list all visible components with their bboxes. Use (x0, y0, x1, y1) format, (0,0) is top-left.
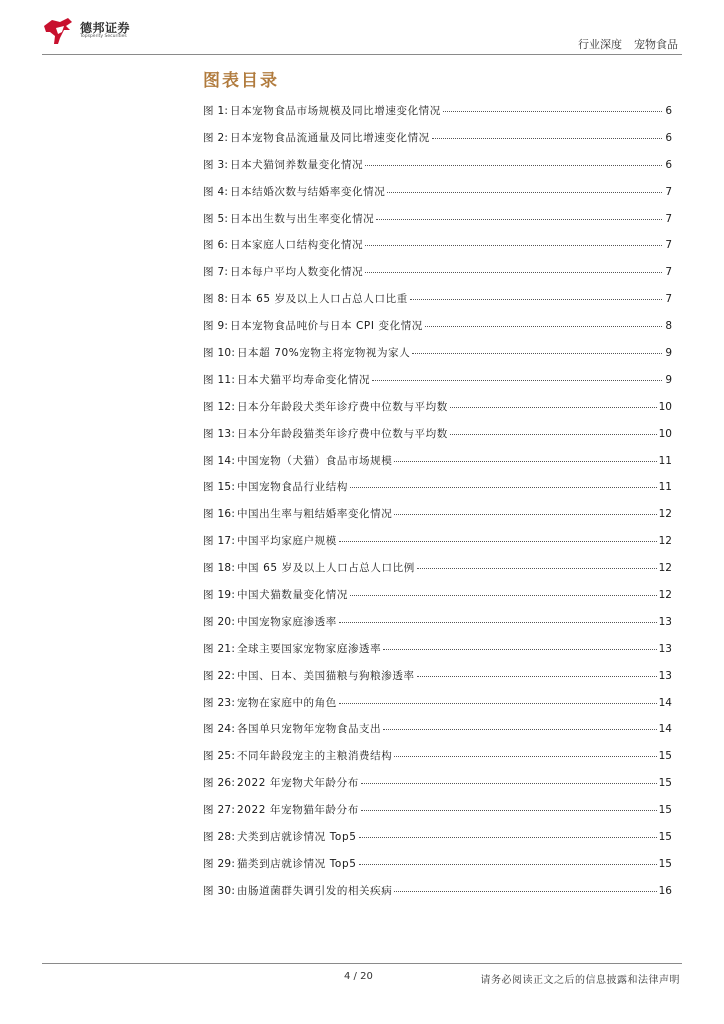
figure-page-number: 13 (658, 669, 672, 682)
label-separator: : (224, 131, 228, 144)
label-separator: : (231, 696, 235, 709)
figure-title: 各国单只宠物年宠物食品支出 (236, 723, 382, 736)
label-separator: : (231, 750, 235, 763)
figure-page-number: 6 (665, 131, 672, 144)
figure-list-item[interactable] (203, 291, 672, 318)
figure-title: 日本分年龄段犬类年诊疗费中位数与平均数 (236, 400, 448, 413)
page-number: 4 / 20 (344, 971, 373, 982)
figure-number: 图 10 (203, 347, 232, 360)
dot-leader (394, 461, 656, 462)
label-separator: : (231, 562, 235, 575)
figure-number: 图 19 (203, 589, 232, 602)
dot-leader (394, 756, 656, 757)
figure-number: 图 4 (203, 185, 225, 198)
label-separator: : (224, 185, 228, 198)
figure-page-number: 13 (658, 642, 672, 655)
figure-title: 日本超 70%宠物主将宠物视为家人 (236, 347, 411, 360)
figure-number: 图 9 (203, 320, 225, 333)
figure-list-item[interactable] (203, 748, 672, 775)
label-separator: : (231, 615, 235, 628)
dot-leader (450, 434, 657, 435)
figure-title: 日本宠物食品市场规模及同比增速变化情况 (229, 105, 441, 117)
bull-logo-icon (42, 16, 76, 46)
figure-title: 中国宠物家庭渗透率 (236, 615, 337, 628)
legal-disclaimer: 请务必阅读正文之后的信息披露和法律声明 (480, 975, 680, 986)
figure-list-item[interactable] (203, 157, 672, 184)
figure-number: 图 27 (203, 804, 232, 817)
figure-page-number: 10 (658, 427, 672, 440)
figure-number: 图 18 (203, 562, 232, 575)
figure-list-item[interactable] (203, 237, 672, 264)
figure-number: 图 12 (203, 400, 232, 413)
brand-name: 德邦证券 (80, 21, 131, 35)
figure-title: 日本家庭人口结构变化情况 (229, 239, 364, 252)
figure-title: 日本 65 岁及以上人口占总人口比重 (229, 293, 408, 306)
dot-leader (365, 245, 662, 246)
figure-number: 图 3 (203, 158, 225, 171)
label-separator: : (224, 212, 228, 225)
dot-leader (394, 891, 656, 892)
figure-number: 图 13 (203, 427, 232, 440)
figure-title: 全球主要国家宠物家庭渗透率 (236, 642, 382, 655)
figure-list-item[interactable] (203, 211, 672, 238)
figure-title: 犬类到店就诊情况 Top5 (236, 831, 357, 844)
figure-number: 图 20 (203, 615, 232, 628)
figure-title: 日本宠物食品吨价与日本 CPI 变化情况 (229, 320, 423, 333)
figure-title: 由肠道菌群失调引发的相关疾病 (236, 884, 393, 897)
header-divider (42, 54, 682, 55)
label-separator: : (231, 454, 235, 467)
footer-divider (42, 963, 682, 964)
label-separator: : (231, 347, 235, 360)
figure-list-item[interactable] (203, 614, 672, 641)
figure-page-number: 13 (658, 615, 672, 628)
label-separator: : (231, 481, 235, 494)
dot-leader (417, 568, 657, 569)
label-separator: : (231, 777, 235, 790)
brand-subtitle: Topsperity Securities (80, 34, 127, 39)
figure-number: 图 30 (203, 884, 232, 897)
report-type: 行业深度 (578, 38, 622, 51)
label-separator: : (231, 831, 235, 844)
label-separator: : (224, 320, 228, 333)
figure-list-item[interactable] (203, 641, 672, 668)
figure-number: 图 6 (203, 239, 225, 252)
dot-leader (450, 407, 657, 408)
figure-page-number: 15 (658, 831, 672, 844)
figure-number: 图 16 (203, 508, 232, 521)
figure-number: 图 26 (203, 777, 232, 790)
figure-page-number: 15 (658, 750, 672, 763)
figure-page-number: 9 (665, 373, 672, 386)
dot-leader (339, 703, 657, 704)
label-separator: : (224, 239, 228, 252)
label-separator: : (231, 642, 235, 655)
figure-page-number: 6 (665, 158, 672, 171)
dot-leader (410, 299, 662, 300)
figure-list-item[interactable] (203, 587, 672, 614)
figure-page-number: 11 (658, 481, 672, 494)
figure-number: 图 22 (203, 669, 232, 682)
figure-title: 日本分年龄段猫类年诊疗费中位数与平均数 (236, 427, 448, 440)
figure-title: 宠物在家庭中的角色 (236, 696, 337, 709)
label-separator: : (231, 535, 235, 548)
figure-page-number: 12 (658, 562, 672, 575)
dot-leader (361, 810, 657, 811)
figure-title: 中国宠物食品行业结构 (236, 481, 348, 494)
figure-page-number: 14 (658, 696, 672, 709)
dot-leader (394, 514, 656, 515)
figure-title: 中国 65 岁及以上人口占总人口比例 (236, 562, 415, 575)
figure-number: 图 5 (203, 212, 225, 225)
label-separator: : (224, 105, 228, 117)
figure-list (203, 103, 672, 910)
figure-list-item[interactable] (203, 695, 672, 722)
toc-title: 图表目录 (203, 71, 279, 91)
figure-list-item[interactable] (203, 479, 672, 506)
figure-number: 图 15 (203, 481, 232, 494)
dot-leader (443, 111, 662, 112)
figure-list-item[interactable] (203, 372, 672, 399)
label-separator: : (224, 266, 228, 279)
figure-page-number: 6 (665, 105, 672, 117)
label-separator: : (231, 884, 235, 897)
figure-number: 图 14 (203, 454, 232, 467)
figure-list-item[interactable] (203, 506, 672, 533)
figure-page-number: 7 (665, 239, 672, 252)
figure-number: 图 25 (203, 750, 232, 763)
figure-page-number: 16 (658, 884, 672, 897)
figure-title: 日本犬猫饲养数量变化情况 (229, 158, 364, 171)
label-separator: : (231, 400, 235, 413)
figure-page-number: 14 (658, 723, 672, 736)
figure-page-number: 12 (658, 508, 672, 521)
figure-number: 图 11 (203, 373, 232, 386)
figure-page-number: 12 (658, 589, 672, 602)
figure-number: 图 8 (203, 293, 225, 306)
figure-number: 图 1 (203, 105, 225, 117)
page-header (0, 0, 724, 60)
figure-number: 图 7 (203, 266, 225, 279)
figure-list-item[interactable] (203, 426, 672, 453)
dot-leader (350, 487, 657, 488)
figure-page-number: 8 (665, 320, 672, 333)
dot-leader (365, 165, 662, 166)
label-separator: : (231, 723, 235, 736)
figure-list-item[interactable] (203, 560, 672, 587)
figure-list-item[interactable] (203, 184, 672, 211)
figure-title: 中国平均家庭户规模 (236, 535, 337, 548)
figure-page-number: 15 (658, 804, 672, 817)
figure-list-item[interactable] (203, 399, 672, 426)
figure-number: 图 2 (203, 131, 225, 144)
figure-title: 中国犬猫数量变化情况 (236, 589, 348, 602)
dot-leader (383, 729, 656, 730)
figure-title: 中国出生率与粗结婚率变化情况 (236, 508, 393, 521)
figure-list-item[interactable] (203, 103, 672, 130)
dot-leader (376, 219, 662, 220)
figure-number: 图 29 (203, 857, 232, 870)
dot-leader (425, 326, 662, 327)
dot-leader (412, 353, 662, 354)
company-logo (42, 16, 138, 46)
label-separator: : (231, 857, 235, 870)
figure-list-item[interactable] (203, 264, 672, 291)
figure-page-number: 7 (665, 266, 672, 279)
dot-leader (383, 649, 656, 650)
figure-title: 日本每户平均人数变化情况 (229, 266, 364, 279)
figure-number: 图 21 (203, 642, 232, 655)
dot-leader (339, 622, 657, 623)
label-separator: : (231, 804, 235, 817)
dot-leader (350, 595, 657, 596)
label-separator: : (231, 589, 235, 602)
label-separator: : (224, 158, 228, 171)
figure-title: 2022 年宠物猫年龄分布 (236, 804, 359, 817)
figure-number: 图 17 (203, 535, 232, 548)
figure-list-item[interactable] (203, 721, 672, 748)
figure-title: 2022 年宠物犬年龄分布 (236, 777, 359, 790)
figure-page-number: 11 (658, 454, 672, 467)
figure-list-item[interactable] (203, 856, 672, 883)
figure-page-number: 15 (658, 777, 672, 790)
label-separator: : (231, 669, 235, 682)
dot-leader (432, 138, 662, 139)
figure-list-item[interactable] (203, 318, 672, 345)
dot-leader (387, 192, 662, 193)
figure-page-number: 7 (665, 293, 672, 306)
figure-list-item[interactable] (203, 668, 672, 695)
report-category (578, 36, 678, 52)
figure-list-item[interactable] (203, 802, 672, 829)
figure-number: 图 23 (203, 696, 232, 709)
figure-title: 日本宠物食品流通量及同比增速变化情况 (229, 131, 430, 144)
figure-title: 日本出生数与出生率变化情况 (229, 212, 375, 225)
label-separator: : (231, 427, 235, 440)
figure-list-item[interactable] (203, 829, 672, 856)
dot-leader (339, 541, 657, 542)
figure-page-number: 7 (665, 212, 672, 225)
figure-list-item[interactable] (203, 883, 672, 910)
figure-page-number: 15 (658, 857, 672, 870)
figure-title: 中国、日本、美国猫粮与狗粮渗透率 (236, 669, 415, 682)
dot-leader (359, 864, 657, 865)
figure-page-number: 10 (658, 400, 672, 413)
figure-list-item[interactable] (203, 533, 672, 560)
figure-list-item[interactable] (203, 345, 672, 372)
figure-page-number: 7 (665, 185, 672, 198)
figure-list-item[interactable] (203, 775, 672, 802)
dot-leader (361, 783, 657, 784)
figure-title: 日本犬猫平均寿命变化情况 (236, 373, 371, 386)
figure-title: 猫类到店就诊情况 Top5 (236, 857, 357, 870)
label-separator: : (231, 508, 235, 521)
figure-page-number: 9 (665, 347, 672, 360)
dot-leader (359, 837, 657, 838)
label-separator: : (224, 293, 228, 306)
dot-leader (417, 676, 657, 677)
industry-name: 宠物食品 (634, 38, 678, 51)
dot-leader (372, 380, 662, 381)
figure-title: 日本结婚次数与结婚率变化情况 (229, 185, 386, 198)
figure-page-number: 12 (658, 535, 672, 548)
label-separator: : (231, 373, 235, 386)
figure-title: 不同年龄段宠主的主粮消费结构 (236, 750, 393, 763)
figure-title: 中国宠物（犬猫）食品市场规模 (236, 454, 393, 467)
figure-list-item[interactable] (203, 453, 672, 480)
figure-number: 图 28 (203, 831, 232, 844)
figure-number: 图 24 (203, 723, 232, 736)
figure-list-item[interactable] (203, 130, 672, 157)
dot-leader (365, 272, 662, 273)
